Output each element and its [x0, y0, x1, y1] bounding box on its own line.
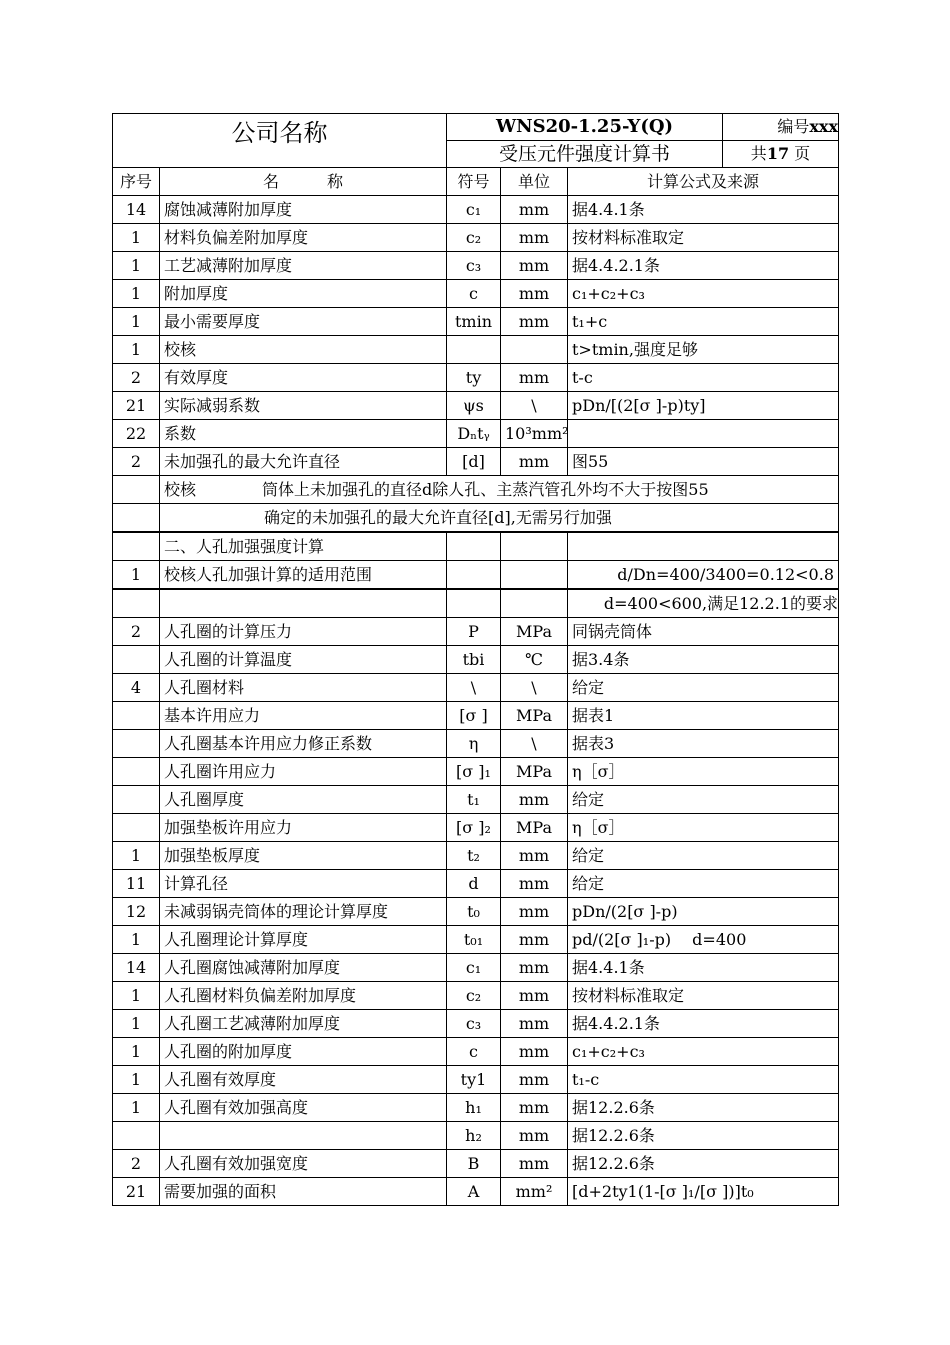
table-row — [113, 1150, 839, 1178]
pages-suffix: 页 — [794, 144, 811, 163]
check-note-line2: 确定的未加强孔的最大允许直径[d],无需另行加强 — [160, 504, 839, 533]
table-row — [113, 1122, 839, 1150]
table-row — [113, 308, 839, 336]
row-formula: 据4.4.1条 — [568, 954, 839, 982]
company-name: 公司名称 — [113, 114, 447, 168]
row-no: 2 — [113, 448, 160, 476]
row-formula: c₁+c₂+c₃ — [568, 280, 839, 308]
check-text-1: 筒体上未加强孔的直径d除人孔、主蒸汽管孔外均不大于按图55 — [262, 480, 709, 499]
row-name: 加强垫板许用应力 — [160, 814, 447, 842]
row-unit: mm — [501, 1094, 568, 1122]
row-unit: mm — [501, 448, 568, 476]
row-no — [113, 646, 160, 674]
row-no: 21 — [113, 392, 160, 420]
row-no: 1 — [113, 561, 160, 590]
row-unit: mm — [501, 1122, 568, 1150]
table-row — [113, 364, 839, 392]
row-symbol: c₁ — [447, 954, 501, 982]
col-header-no: 序号 — [113, 168, 160, 196]
table-row — [113, 280, 839, 308]
row-unit: mm — [501, 926, 568, 954]
row-name: 人孔圈材料负偏差附加厚度 — [160, 982, 447, 1010]
row-no: 1 — [113, 982, 160, 1010]
check-note-row-1 — [113, 476, 839, 504]
row-symbol: c — [447, 1038, 501, 1066]
row-no: 1 — [113, 1038, 160, 1066]
row-formula: 据表1 — [568, 702, 839, 730]
row-formula: η［σ］ — [568, 814, 839, 842]
row-name: 基本许用应力 — [160, 702, 447, 730]
row-symbol: c₃ — [447, 1010, 501, 1038]
table-row — [113, 196, 839, 224]
applicability-formula-1: d/Dn=400/3400=0.12<0.8 — [568, 561, 839, 590]
document-title: 受压元件强度计算书 — [447, 141, 723, 168]
row-unit: mm — [501, 308, 568, 336]
row-name: 附加厚度 — [160, 280, 447, 308]
row-symbol — [447, 532, 501, 561]
row-name: 人孔圈许用应力 — [160, 758, 447, 786]
row-symbol: c — [447, 280, 501, 308]
row-name: 人孔圈有效加强高度 — [160, 1094, 447, 1122]
row-no — [113, 532, 160, 561]
row-symbol: tmin — [447, 308, 501, 336]
row-no: 1 — [113, 252, 160, 280]
table-row — [113, 842, 839, 870]
row-no: 22 — [113, 420, 160, 448]
row-unit: MPa — [501, 814, 568, 842]
row-formula: 给定 — [568, 786, 839, 814]
table-row — [113, 1038, 839, 1066]
check-note-row-2 — [113, 504, 839, 533]
row-no: 1 — [113, 308, 160, 336]
row-formula: t>tmin,强度足够 — [568, 336, 839, 364]
table-row — [113, 1178, 839, 1206]
row-formula: 同锅壳筒体 — [568, 618, 839, 646]
row-no: 2 — [113, 1150, 160, 1178]
row-formula: pDn/(2[σ ]-p) — [568, 898, 839, 926]
table-row — [113, 336, 839, 364]
row-formula: 据4.4.2.1条 — [568, 1010, 839, 1038]
check-label: 校核 — [164, 480, 197, 499]
row-symbol: P — [447, 618, 501, 646]
row-unit: \ — [501, 730, 568, 758]
row-name: 系数 — [160, 420, 447, 448]
table-row — [113, 786, 839, 814]
row-formula: 据4.4.2.1条 — [568, 252, 839, 280]
row-unit: mm — [501, 898, 568, 926]
column-header-row — [113, 168, 839, 196]
row-no: 4 — [113, 674, 160, 702]
row-unit: mm — [501, 1038, 568, 1066]
row-no: 14 — [113, 954, 160, 982]
row-formula: [d+2ty1(1-[σ ]₁/[σ ])]t₀ — [568, 1178, 839, 1206]
row-name: 校核 — [160, 336, 447, 364]
table-row — [113, 646, 839, 674]
applicability-row-2 — [113, 589, 839, 618]
row-formula: 按材料标准取定 — [568, 982, 839, 1010]
row-unit — [501, 561, 568, 590]
row-no: 1 — [113, 1010, 160, 1038]
row-symbol — [447, 336, 501, 364]
table-row — [113, 926, 839, 954]
table-row — [113, 814, 839, 842]
row-unit: mm — [501, 1150, 568, 1178]
table-row — [113, 954, 839, 982]
row-no: 14 — [113, 196, 160, 224]
row-symbol: c₂ — [447, 224, 501, 252]
row-symbol: [σ ] — [447, 702, 501, 730]
table-row — [113, 420, 839, 448]
code-label: 编号 — [777, 117, 810, 136]
section-title: 二、人孔加强强度计算 — [160, 532, 447, 561]
applicability-formula-2: d=400<600,满足12.2.1的要求 — [568, 589, 839, 618]
row-formula: 据12.2.6条 — [568, 1094, 839, 1122]
row-symbol: t₁ — [447, 786, 501, 814]
row-symbol: t₀₁ — [447, 926, 501, 954]
row-symbol: Dₙtᵧ — [447, 420, 501, 448]
row-symbol — [447, 561, 501, 590]
row-no: 1 — [113, 336, 160, 364]
row-unit: mm — [501, 870, 568, 898]
col-header-formula: 计算公式及来源 — [568, 168, 839, 196]
row-no: 1 — [113, 1066, 160, 1094]
row-unit: mm — [501, 982, 568, 1010]
row-formula: 据12.2.6条 — [568, 1150, 839, 1178]
row-symbol: B — [447, 1150, 501, 1178]
row-symbol: [σ ]₂ — [447, 814, 501, 842]
row-name: 实际减弱系数 — [160, 392, 447, 420]
calc-table — [112, 113, 839, 1206]
table-row — [113, 730, 839, 758]
row-formula: 据4.4.1条 — [568, 196, 839, 224]
table-row — [113, 224, 839, 252]
row-name: 人孔圈材料 — [160, 674, 447, 702]
row-name — [160, 589, 447, 618]
table-row — [113, 1066, 839, 1094]
calc-sheet — [112, 113, 838, 1206]
table-row — [113, 252, 839, 280]
row-symbol: t₂ — [447, 842, 501, 870]
row-name: 人孔圈有效加强宽度 — [160, 1150, 447, 1178]
row-unit: MPa — [501, 758, 568, 786]
col-header-symbol: 符号 — [447, 168, 501, 196]
model-number: WNS20-1.25-Y(Q) — [447, 114, 723, 141]
row-unit: MPa — [501, 618, 568, 646]
row-symbol: [σ ]₁ — [447, 758, 501, 786]
table-row — [113, 758, 839, 786]
table-row — [113, 448, 839, 476]
row-no: 1 — [113, 224, 160, 252]
row-name: 未加强孔的最大允许直径 — [160, 448, 447, 476]
row-no: 12 — [113, 898, 160, 926]
row-name: 人孔圈的计算温度 — [160, 646, 447, 674]
row-formula: 给定 — [568, 870, 839, 898]
row-symbol: t₀ — [447, 898, 501, 926]
row-formula: pDn/[(2[σ ]-p)ty] — [568, 392, 839, 420]
row-name: 工艺减薄附加厚度 — [160, 252, 447, 280]
row-no — [113, 476, 160, 504]
row-name: 人孔圈有效厚度 — [160, 1066, 447, 1094]
row-no: 1 — [113, 280, 160, 308]
row-symbol: \ — [447, 674, 501, 702]
row-formula — [568, 420, 839, 448]
row-symbol: [d] — [447, 448, 501, 476]
row-unit: mm — [501, 1066, 568, 1094]
row-unit: mm — [501, 1010, 568, 1038]
row-no — [113, 814, 160, 842]
table-row — [113, 1010, 839, 1038]
row-name: 腐蚀减薄附加厚度 — [160, 196, 447, 224]
check-note-line1 — [160, 476, 839, 504]
table-row — [113, 1094, 839, 1122]
row-symbol: c₁ — [447, 196, 501, 224]
table-row — [113, 870, 839, 898]
row-symbol: c₃ — [447, 252, 501, 280]
row-name: 人孔圈基本许用应力修正系数 — [160, 730, 447, 758]
row-unit: \ — [501, 392, 568, 420]
row-formula: 给定 — [568, 674, 839, 702]
row-no: 2 — [113, 618, 160, 646]
row-formula: 给定 — [568, 842, 839, 870]
table-row — [113, 674, 839, 702]
row-formula: 据3.4条 — [568, 646, 839, 674]
document-code — [723, 114, 839, 141]
row-unit: ℃ — [501, 646, 568, 674]
row-name: 加强垫板厚度 — [160, 842, 447, 870]
row-name — [160, 1122, 447, 1150]
row-symbol: tbi — [447, 646, 501, 674]
row-unit: mm — [501, 280, 568, 308]
row-unit — [501, 532, 568, 561]
row-formula: 据表3 — [568, 730, 839, 758]
row-name: 需要加强的面积 — [160, 1178, 447, 1206]
row-name: 未减弱锅壳筒体的理论计算厚度 — [160, 898, 447, 926]
row-no: 1 — [113, 926, 160, 954]
row-symbol: h₁ — [447, 1094, 501, 1122]
row-symbol: h₂ — [447, 1122, 501, 1150]
col-header-name: 名 称 — [160, 168, 447, 196]
row-name: 人孔圈工艺减薄附加厚度 — [160, 1010, 447, 1038]
table-row — [113, 392, 839, 420]
row-no — [113, 702, 160, 730]
row-no — [113, 1122, 160, 1150]
row-formula: 按材料标准取定 — [568, 224, 839, 252]
row-formula: t₁-c — [568, 1066, 839, 1094]
row-formula: η［σ］ — [568, 758, 839, 786]
row-unit: mm² — [501, 1178, 568, 1206]
row-unit: mm — [501, 364, 568, 392]
row-symbol: ty1 — [447, 1066, 501, 1094]
code-value: xxx — [809, 117, 838, 136]
row-symbol: ψs — [447, 392, 501, 420]
applicability-row — [113, 561, 839, 590]
row-name: 人孔圈厚度 — [160, 786, 447, 814]
row-formula — [568, 532, 839, 561]
page-count — [723, 141, 839, 168]
row-unit — [501, 589, 568, 618]
row-no: 11 — [113, 870, 160, 898]
row-no — [113, 786, 160, 814]
row-unit: MPa — [501, 702, 568, 730]
row-name: 人孔圈的计算压力 — [160, 618, 447, 646]
row-name: 有效厚度 — [160, 364, 447, 392]
section-title-row — [113, 532, 839, 561]
row-formula: 图55 — [568, 448, 839, 476]
col-header-unit: 单位 — [501, 168, 568, 196]
row-name: 人孔圈的附加厚度 — [160, 1038, 447, 1066]
row-unit: \ — [501, 674, 568, 702]
row-unit: mm — [501, 786, 568, 814]
row-no: 1 — [113, 842, 160, 870]
row-symbol: ty — [447, 364, 501, 392]
pages-prefix: 共 — [750, 144, 767, 163]
row-formula: 据12.2.6条 — [568, 1122, 839, 1150]
row-unit — [501, 336, 568, 364]
row-formula: c₁+c₂+c₃ — [568, 1038, 839, 1066]
row-formula: t-c — [568, 364, 839, 392]
row-no — [113, 730, 160, 758]
table-row — [113, 982, 839, 1010]
row-symbol — [447, 589, 501, 618]
title-row-1 — [113, 114, 839, 141]
row-name: 校核人孔加强计算的适用范围 — [160, 561, 447, 590]
row-name: 材料负偏差附加厚度 — [160, 224, 447, 252]
row-unit: mm — [501, 196, 568, 224]
row-formula: t₁+c — [568, 308, 839, 336]
row-no: 21 — [113, 1178, 160, 1206]
row-unit: mm — [501, 252, 568, 280]
row-name: 人孔圈腐蚀减薄附加厚度 — [160, 954, 447, 982]
row-no — [113, 504, 160, 533]
row-no — [113, 589, 160, 618]
pages-count: 17 — [766, 144, 790, 163]
row-symbol: η — [447, 730, 501, 758]
table-row — [113, 898, 839, 926]
row-name: 人孔圈理论计算厚度 — [160, 926, 447, 954]
row-name: 最小需要厚度 — [160, 308, 447, 336]
table-row — [113, 702, 839, 730]
row-symbol: d — [447, 870, 501, 898]
row-symbol: c₂ — [447, 982, 501, 1010]
row-unit: mm — [501, 954, 568, 982]
row-no: 2 — [113, 364, 160, 392]
row-name: 计算孔径 — [160, 870, 447, 898]
row-no — [113, 758, 160, 786]
row-unit: mm — [501, 842, 568, 870]
row-no: 1 — [113, 1094, 160, 1122]
row-formula: pd/(2[σ ]₁-p) d=400 — [568, 926, 839, 954]
row-unit: mm — [501, 224, 568, 252]
row-unit: 10³mm² — [501, 420, 568, 448]
table-row — [113, 618, 839, 646]
row-symbol: A — [447, 1178, 501, 1206]
